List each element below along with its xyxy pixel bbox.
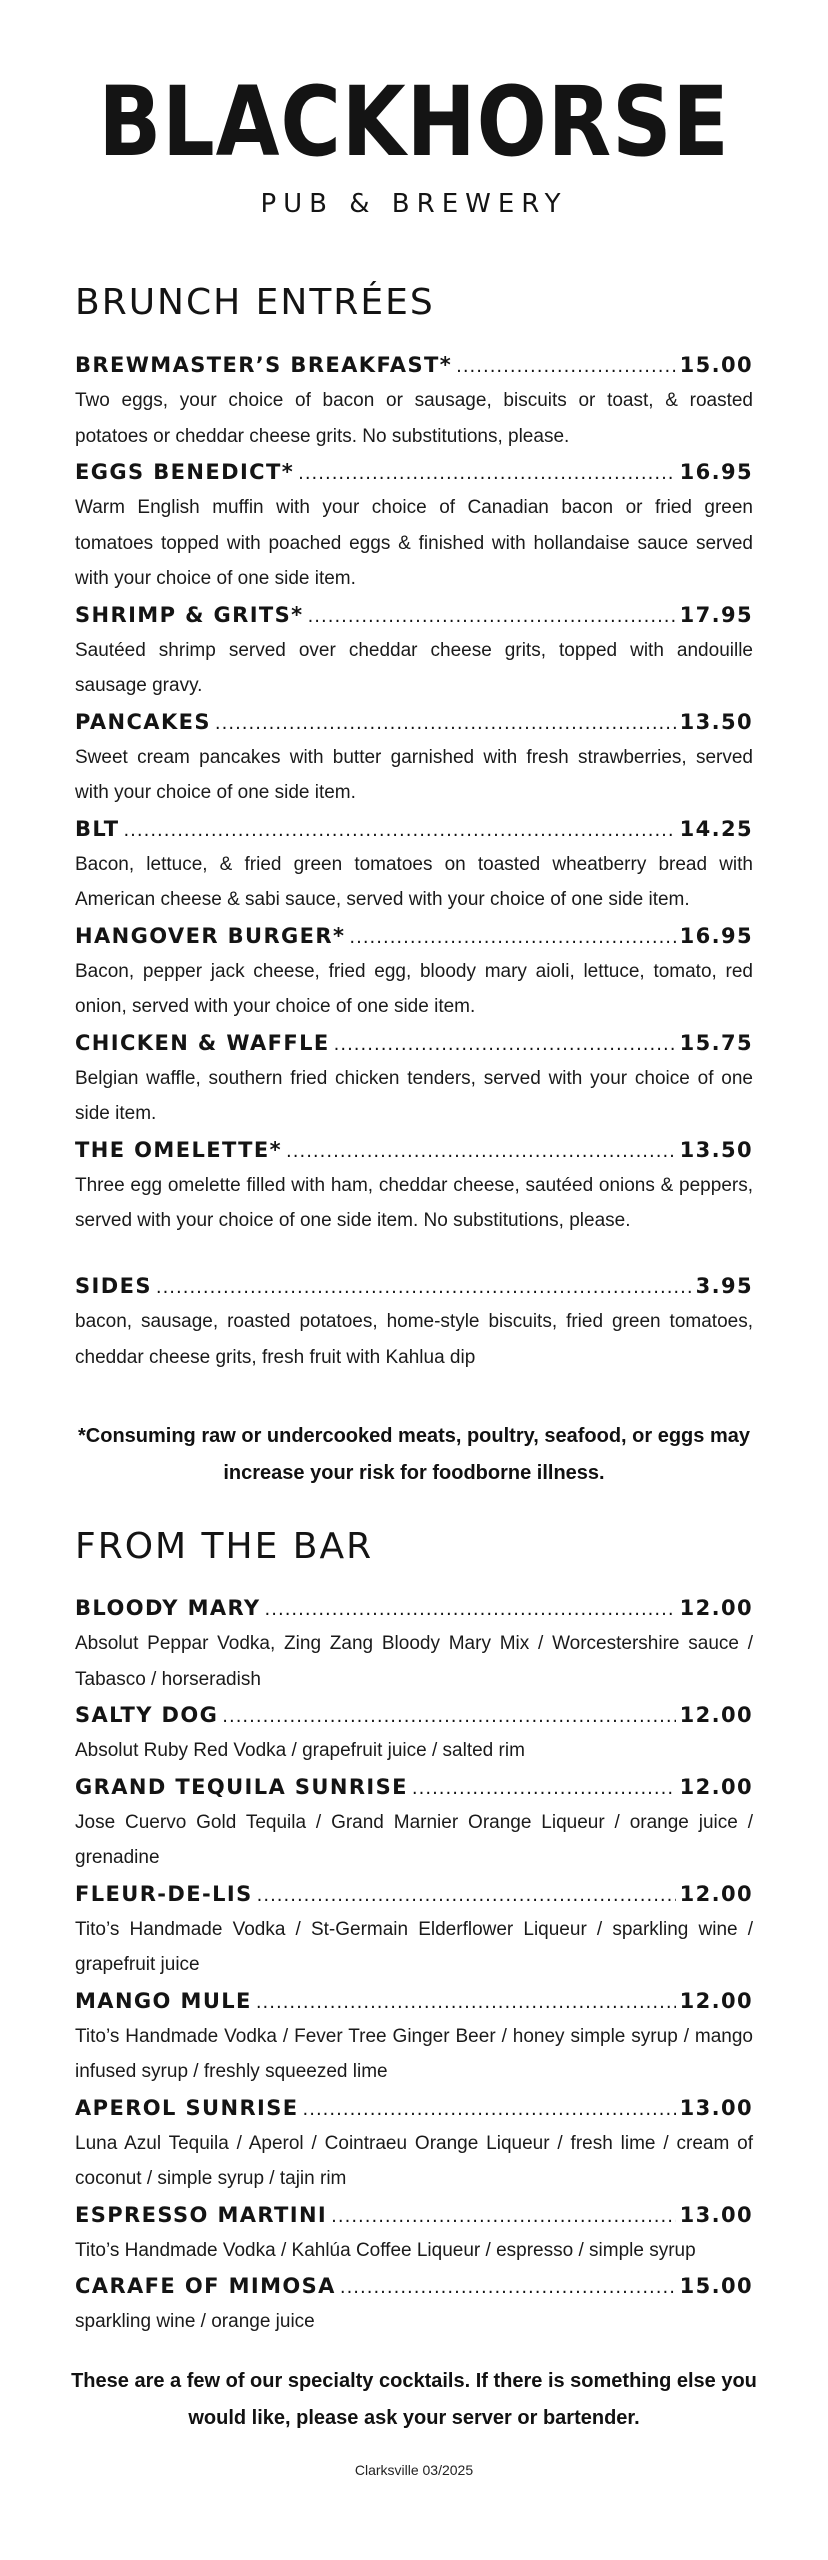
menu-item [75,1983,753,2090]
item-description: sparkling wine / orange juice [75,2311,315,2332]
brand-tagline: PUB & BREWERY [260,189,568,219]
item-price: 15.00 [679,353,753,377]
item-name: BREWMASTER’S BREAKFAST* [75,353,453,377]
item-name: BLT [75,816,120,841]
bar-note: These are a few of our specialty cocktails. If there is something else you would like, please ask your server or bartender. [71,2370,757,2429]
item-price: 15.75 [679,1030,753,1055]
item-price: 13.50 [679,709,753,734]
sides-block [75,1268,753,1375]
item-price: 12.00 [679,1881,753,1906]
item-name: GRAND TEQUILA SUNRISE [75,1774,408,1799]
leader-dots [156,1270,692,1306]
menu-item [75,597,753,704]
leader-dots [349,920,675,956]
leader-dots [334,1027,676,1063]
item-description: Bacon, lettuce, & fried green tomatoes on toasted wheatberry bread with American cheese & sabi sauce, served with your choice of one side item. [75,853,753,910]
brunch-list [75,347,753,1239]
item-name: FLEUR-DE-LIS [75,1881,253,1906]
item-description: Three egg omelette filled with ham, cheddar cheese, sautéed onions & peppers, served with your choice of one side item. No substitutions, please. [75,1174,753,1231]
item-description: bacon, sausage, roasted potatoes, home-style biscuits, fried green tomatoes, cheddar cheese grits, fresh fruit with Kahlua dip [75,1311,753,1368]
menu-item [75,811,753,918]
leader-dots [412,1771,676,1807]
menu-item [75,1697,753,1769]
leader-dots [215,706,676,742]
item-description: Bacon, pepper jack cheese, fried egg, bloody mary aioli, lettuce, tomato, red onion, served with your choice of one side item. [75,960,753,1017]
menu-item [75,1025,753,1132]
item-price: 16.95 [679,923,753,948]
item-name: SALTY DOG [75,1703,219,1727]
leader-dots [265,1592,676,1628]
item-description: Jose Cuervo Gold Tequila / Grand Marnier Orange Liqueur / orange juice / grenadine [75,1811,753,1868]
item-name: APEROL SUNRISE [75,2095,299,2120]
item-description: Sautéed shrimp served over cheddar cheese grits, topped with andouille sausage gravy. [75,639,753,696]
menu-item [75,347,753,454]
item-name: CARAFE OF MIMOSA [75,2274,336,2298]
bar-section-title: FROM THE BAR [75,1526,374,1567]
leader-dots [257,1878,676,1914]
menu-item [75,1876,753,1983]
item-price: 12.00 [679,1703,753,1727]
item-description: Warm English muffin with your choice of Canadian bacon or fried green tomatoes topped with poached eggs & finished with hollandaise sauce served with your choice of one side item. [75,497,753,589]
leader-dots [331,2199,675,2235]
item-price: 12.00 [679,1774,753,1799]
item-price: 13.00 [679,2202,753,2227]
item-name: MANGO MULE [75,1988,252,2013]
menu-item [75,1590,753,1697]
leader-dots [298,456,675,492]
item-description: Two eggs, your choice of bacon or sausage, biscuits or toast, & roasted potatoes or cheddar cheese grits. No substitutions, please. [75,390,753,447]
item-price: 12.00 [679,1988,753,2013]
menu-item-sides [75,1268,753,1375]
item-description: Belgian waffle, southern fried chicken tenders, served with your choice of one side item. [75,1067,753,1124]
leader-dots [340,2270,676,2306]
menu-item [75,2090,753,2197]
item-price: 12.00 [679,1596,753,1620]
item-name: SIDES [75,1274,152,1298]
item-name: PANCAKES [75,709,211,734]
menu-item [75,2197,753,2269]
item-name: SHRIMP & GRITS* [75,602,304,627]
item-name: ESPRESSO MARTINI [75,2202,328,2227]
bar-list [75,1590,753,2340]
leader-dots [256,1985,676,2021]
item-name: EGGS BENEDICT* [75,460,295,484]
food-safety-warning: *Consuming raw or undercooked meats, poultry, seafood, or eggs may increase your risk for foodborne illness. [78,1425,750,1484]
leader-dots [222,1699,675,1735]
menu-item [75,704,753,811]
brand-logo: BLACKHORSE [98,66,730,178]
item-price: 15.00 [679,2274,753,2298]
leader-dots [308,599,676,635]
item-description: Sweet cream pancakes with butter garnished with fresh strawberries, served with your choice of one side item. [75,746,753,803]
menu-item [75,454,753,597]
leader-dots [123,813,675,849]
item-description: Absolut Ruby Red Vodka / grapefruit juice / salted rim [75,1740,525,1761]
item-price: 17.95 [679,602,753,627]
menu-item [75,918,753,1025]
item-description: Tito’s Handmade Vodka / St-Germain Elderflower Liqueur / sparkling wine / grapefruit juice [75,1918,753,1975]
menu-item [75,1769,753,1876]
menu-item [75,1132,753,1239]
item-description: Tito’s Handmade Vodka / Kahlúa Coffee Liqueur / espresso / simple syrup [75,2239,696,2261]
item-name: CHICKEN & WAFFLE [75,1030,330,1055]
item-name: BLOODY MARY [75,1596,261,1620]
item-name: HANGOVER BURGER* [75,923,346,948]
menu-footer: Clarksville 03/2025 [354,2462,474,2478]
brunch-section-title: BRUNCH ENTRÉES [75,282,435,323]
item-description: Luna Azul Tequila / Aperol / Cointraeu Orange Liqueur / fresh lime / cream of coconut / simple syrup / tajin rim [75,2132,753,2189]
leader-dots [286,1134,676,1170]
menu-item [75,2268,753,2340]
item-price: 13.00 [679,2095,753,2120]
leader-dots [303,2092,676,2128]
item-description: Tito’s Handmade Vodka / Fever Tree Ginger Beer / honey simple syrup / mango infused syrup / freshly squeezed lime [75,2025,753,2082]
item-price: 16.95 [679,460,753,484]
leader-dots [456,349,675,385]
item-name: THE OMELETTE* [75,1137,283,1162]
item-description: Absolut Peppar Vodka, Zing Zang Bloody Mary Mix / Worcestershire sauce / Tabasco / horseradish [75,1633,753,1690]
item-price: 3.95 [695,1274,753,1298]
item-price: 13.50 [679,1137,753,1162]
item-price: 14.25 [679,816,753,841]
